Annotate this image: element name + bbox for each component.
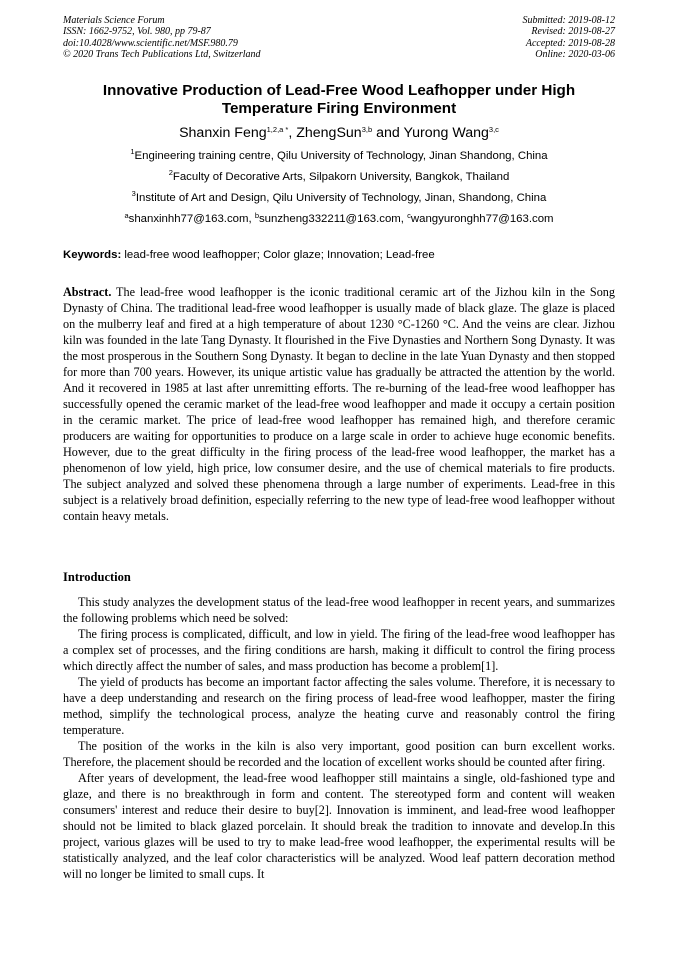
affiliation [40,147,638,162]
email-mark: a [124,211,129,220]
author-separator: , [288,125,297,141]
paragraph: The firing process is complicated, difficult, and low in yield. The firing of the lead-free wood leafhopper has a complex set of processes, and the firing conditions are harsh, making it difficult to control the firing process which directly affect the number of sales, and mass production has become a problem[1]. [63,627,615,673]
affiliation [40,189,638,204]
journal-info [63,15,261,61]
keywords-label: Keywords: [63,249,122,261]
abstract-label: Abstract. [63,285,112,299]
email-text: shanxinhh77@163.com, [128,213,255,225]
online-date: Online: 2020-03-06 [535,49,615,61]
affiliation-text: Engineering training centre, Qilu University of Technology, Jinan Shandong, China [134,150,548,162]
journal-name: Materials Science Forum [63,15,165,26]
author-affiliation-mark: 1,2,a * [266,125,289,134]
paragraph: The yield of products has become an important factor affecting the sales volume. Therefore, it is necessary to have a deep understanding and research on the firing process of lead-free wood leafhopper, master the firing method, simplify the technological process, analyze the heating curve and reasonably control the firing temperature. [63,675,615,737]
author-name: Yurong Wang [403,125,489,141]
abstract [63,284,615,524]
paragraph: This study analyzes the development status of the lead-free wood leafhopper in recent years, and summarizes the following problems which need be solved: [63,595,615,625]
author-affiliation-mark: 3,c [488,125,499,134]
author-list [40,125,638,141]
abstract-text: The lead-free wood leafhopper is the iconic traditional ceramic art of the Jizhou kiln in the Song Dynasty of China. The traditional lead-free wood leafhopper is usually made of black glaze. The glaze is placed on the mulberry leaf and fired at a high temperature of about 1230 °C-1260 °C. And the veins are clear. Jizhou kiln was founded in the late Tang Dynasty. It flourished in the Five Dynasties and Northern Song Dynasty. It was the most prosperous in the Southern Song Dynasty. It began to decline in the late Yuan Dynasty and then stopped for more than 700 years. However, its unique artistic value has gradually be attracted the attention by the world. And it recovered in 1985 at last after unremitting efforts. The re-burning of the lead-free wood leafhopper has successfully opened the ceramic market of the lead-free wood leafhopper and made it occupy a certain position in the ceramic market. The price of lead-free wood leafhopper has remained high, and therefore ceramic producers are waiting for opportunities to produce on a large scale in order to achieve huge economic benefits. However, due to the great difficulty in the firing process of the lead-free wood leafhopper, the market has a phenomenon of low yield, high price, low consumer desire, and the use of chemical materials to fire products. The subject analyzed and solved these phenomena through a large number of experiments. Lead-free in this subject is a relatively broad definition, especially referring to the new type of lead-free wood leafhopper without contain heavy metals. [63,285,615,523]
email-text: wangyuronghh77@163.com [410,213,554,225]
author-name: ZhengSun [296,125,362,141]
affiliation-mark: 3 [131,189,136,198]
email-mark: b [254,211,259,220]
email-text: sunzheng332211@163.com, [258,213,408,225]
author-affiliation-mark: 3,b [361,125,373,134]
doi-line: doi:10.4028/www.scientific.net/MSF.980.79 [63,37,238,49]
author-separator: and [372,125,404,141]
accepted-date: Accepted: 2019-08-28 [525,37,615,49]
introduction-body [63,594,615,882]
paragraph: The position of the works in the kiln is also very important, good position can burn excellent works. Therefore, the placement should be recorded and the location of excellent works should be counted after firing. [63,739,615,769]
author-emails [40,213,638,225]
affiliation-mark: 1 [130,147,135,156]
affiliation-text: Faculty of Decorative Arts, Silpakorn University, Bangkok, Thailand [172,171,510,183]
paragraph: After years of development, the lead-free wood leafhopper still maintains a single, old-fashioned type and glaze, and there is no breakthrough in form and content. The stereotyped form and content will weaken consumers' interest and reduce their desire to buy[2]. Innovation is imminent, and lead-free wood leafhopper should not be limited to black glazed porcelain. It should break the tradition to innovate and develop.In this project, various glazes will be used to try to make lead-free wood leafhopper, the experimental results will be statistically analyzed, and the leaf color characteristics will be analyzed. Wood leaf pattern decoration method will no longer be limited to small cups. It [63,771,615,881]
section-heading-introduction: Introduction [63,570,131,584]
keywords-text: lead-free wood leafhopper; Color glaze; Innovation; Lead-free [121,249,435,261]
affiliation [40,168,638,183]
affiliation-mark: 2 [168,168,173,177]
author-name: Shanxin Feng [179,125,267,141]
email-mark: c [407,211,411,220]
affiliation-text: Institute of Art and Design, Qilu University of Technology, Jinan, Shandong, China [135,192,547,204]
copyright-line: © 2020 Trans Tech Publications Ltd, Switzerland [63,49,261,61]
revised-date: Revised: 2019-08-27 [531,26,615,38]
keywords [63,249,435,261]
submitted-date: Submitted: 2019-08-12 [522,15,615,26]
paper-title: Innovative Production of Lead-Free Wood Leafhopper under High Temperature Firing Environment [102,82,576,117]
publication-dates [523,15,616,61]
issn-line: ISSN: 1662-9752, Vol. 980, pp 79-87 [63,26,211,38]
